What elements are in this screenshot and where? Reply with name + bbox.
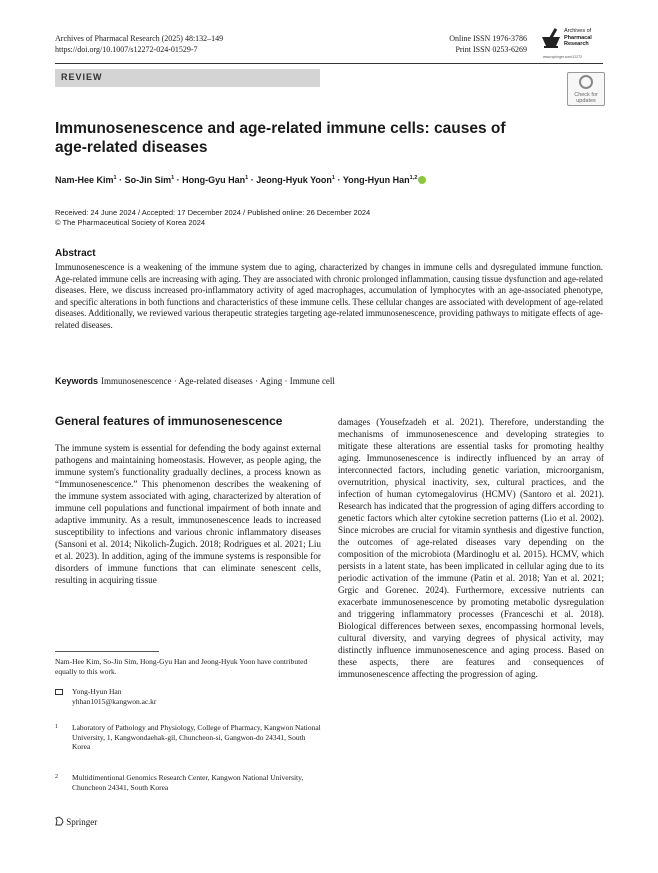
author-affiliation: 1	[245, 175, 249, 181]
header-rule	[55, 63, 603, 64]
affiliation-text: Multidimentional Genomics Research Center, Kangwon National University, Chuncheon 24341, South Korea	[72, 773, 304, 792]
corresponding-author	[55, 687, 321, 707]
affiliation-2	[55, 773, 321, 793]
author: Nam-Hee Kim	[55, 175, 114, 185]
author: Jeong-Hyuk Yoon	[256, 175, 332, 185]
journal-logo	[537, 24, 603, 60]
copyright: © The Pharmaceutical Society of Korea 2024	[55, 218, 206, 227]
section-label-bar	[55, 69, 320, 87]
journal-line: Archives of Pharmacal Research (2025) 48:132–149	[55, 34, 224, 43]
abstract-text: Immunosenescence is a weakening of the immune system due to aging, characterized by changes in immune cells and dysregulated immune function. Age-related immune cells are increasing with aging. They are associated with chronic prolonged inflammation, causing tissue dysfunction and age-related diseases. Here, we discuss increased pro-inflammatory activity of aged macrophages, accumulation of lymphocytes with an age-associated phenotype, and specific alterations in both functions and characteristics of these immune cells. These cellular changes are associated with development of age-related diseases. Additionally, we reviewed various therapeutic strategies targeting age-related immunosenescence, providing pathways to mitigate effects of age-related diseases.	[55, 262, 603, 330]
mortar-pestle-icon	[540, 27, 562, 49]
author-affiliation: 1	[113, 175, 117, 181]
keywords	[55, 376, 335, 386]
affiliation-marker: 2	[55, 774, 58, 780]
affiliation-1	[55, 723, 321, 763]
logo-text	[564, 28, 592, 48]
springer-horse-icon	[55, 816, 64, 826]
body-column-left: The immune system is essential for defending the body against external pathogens and maintaining homeostasis. However, as people aging, the immune system's functionality gradually declines, a process known as “Immunosenescence.” This phenomenon describes the weakening of the immune system associated with aging, characterized by alteration of immune cell populations and functional impairment of both innate and adaptive immunity. As a result, immunosenescence leads to increased susceptibility to infections and various chronic inflammatory diseases (Sansoni et al. 2014; Nikolich-Žugich. 2018; Rodrigues et al. 2021; Liu et al. 2023). In addition, aging of the immune systems is responsible for disorders of immune functions that can eliminate senescent cells, resulting in acquiring tissue	[55, 443, 321, 585]
logo-line-3: Research	[564, 41, 589, 47]
author-affiliation: 1,2	[409, 175, 418, 181]
author-affiliation: 1	[331, 175, 335, 181]
footnote-rule	[55, 651, 159, 652]
issn-block	[440, 33, 527, 55]
corresponding-email[interactable]: yhhan1015@kangwon.ac.kr	[72, 696, 157, 706]
body-column-right: damages (Yousefzadeh et al. 2021). Therefore, understanding the mechanisms of immunosenescence and developing strategies to mitigate these alterations are essential tasks for promoting healthy aging. Immunosenescence is indirectly influenced by an array of interconnected factors, including genetic variation, microorganism, overnutrition, physical inactivity, sex, cultural practices, and the infection of human cytomegalovirus (HCMV) (Santoro et al. 2021). Research has indicated that the progression of aging differs according to genetic factors which alter cytokine secretion patterns (Lio et al. 2002). Since microbes are crucial for vitamin synthesis and digestive function, the outcomes of age-related diseases vary depending on the composition of the microbiota (Mardinoglu et al. 2015). HCMV, which persists in a latent state, has been implicated in cellular aging due to its periodic activation of the immune (Patin et al. 2018; Yan et al. 2021; Grgic and Gorenec. 2024). Furthermore, excessive nutrients can exacerbate immunosenescence by promoting metabolic dysregulation and triggering inflammatory processes (Franceschi et al. 2018). Biological differences between sexes, encompassing hormonal levels, cultural diversity, and varying degrees of physical activity, may distinctly influence immunosenescence and aging process. Based on these aspects, there are features and consequences of immunosenescence affecting the progression of aging.	[338, 417, 604, 679]
article-title: Immunosenescence and age-related immune cells: causes of age-related diseases	[55, 120, 506, 156]
author-list: Nam-Hee Kim$^1$ · So-Jin Sim$^1$ · Hong-Gyu Han$^1$ · Jeong-Hyuk Yoon$^1$ · Yong-Hyun Han$^{1,2}$	[55, 175, 426, 185]
publisher-name: Springer	[66, 817, 98, 827]
badge-line-1: Check for	[574, 92, 598, 98]
logo-line-1: Archives of	[564, 28, 592, 34]
publication-dates	[55, 208, 370, 228]
print-issn: Print ISSN 0253-6269	[455, 45, 527, 54]
check-for-updates-badge[interactable]	[567, 72, 605, 106]
online-issn: Online ISSN 1976-3786	[449, 34, 527, 43]
equal-contribution-note: Nam-Hee Kim, So-Jin Sim, Hong-Gyu Han and Jeong-Hyuk Yoon have contributed equally to this work.	[55, 657, 308, 676]
publisher-footer	[55, 816, 97, 827]
author: Yong-Hyun Han	[342, 175, 410, 185]
badge-line-2: updates	[576, 98, 596, 104]
author: So-Jin Sim	[124, 175, 172, 185]
section-heading: General features of immunosenescence	[55, 414, 283, 428]
corresponding-name: Yong-Hyun Han	[72, 687, 122, 696]
doi-link[interactable]: https://doi.org/10.1007/s12272-024-01529-7	[55, 45, 198, 54]
section-label: REVIEW	[61, 72, 103, 82]
badge-text	[568, 92, 604, 104]
affiliation-marker: 1	[55, 724, 58, 730]
envelope-icon	[55, 689, 63, 695]
logo-line-2: Pharmacal	[564, 34, 592, 41]
orcid-icon[interactable]	[418, 176, 426, 184]
affiliation-text: Laboratory of Pathology and Physiology, College of Pharmacy, Kangwon National University, 1, Kangwondaehak-gil, Chuncheon-si, Gangwon-do 24341, South Korea	[72, 723, 321, 751]
journal-citation	[55, 33, 223, 55]
keywords-label: Keywords	[55, 376, 99, 386]
history-dates: Received: 24 June 2024 / Accepted: 17 December 2024 / Published online: 26 December 2024	[55, 208, 371, 217]
keywords-text: Immunosenescence · Age-related diseases · Aging · Immune cell	[101, 376, 335, 386]
logo-url: www.springer.com/12272	[543, 55, 583, 59]
author: Hong-Gyu Han	[182, 175, 246, 185]
author-affiliation: 1	[171, 175, 175, 181]
abstract-heading: Abstract	[55, 248, 96, 259]
update-icon	[579, 75, 593, 89]
